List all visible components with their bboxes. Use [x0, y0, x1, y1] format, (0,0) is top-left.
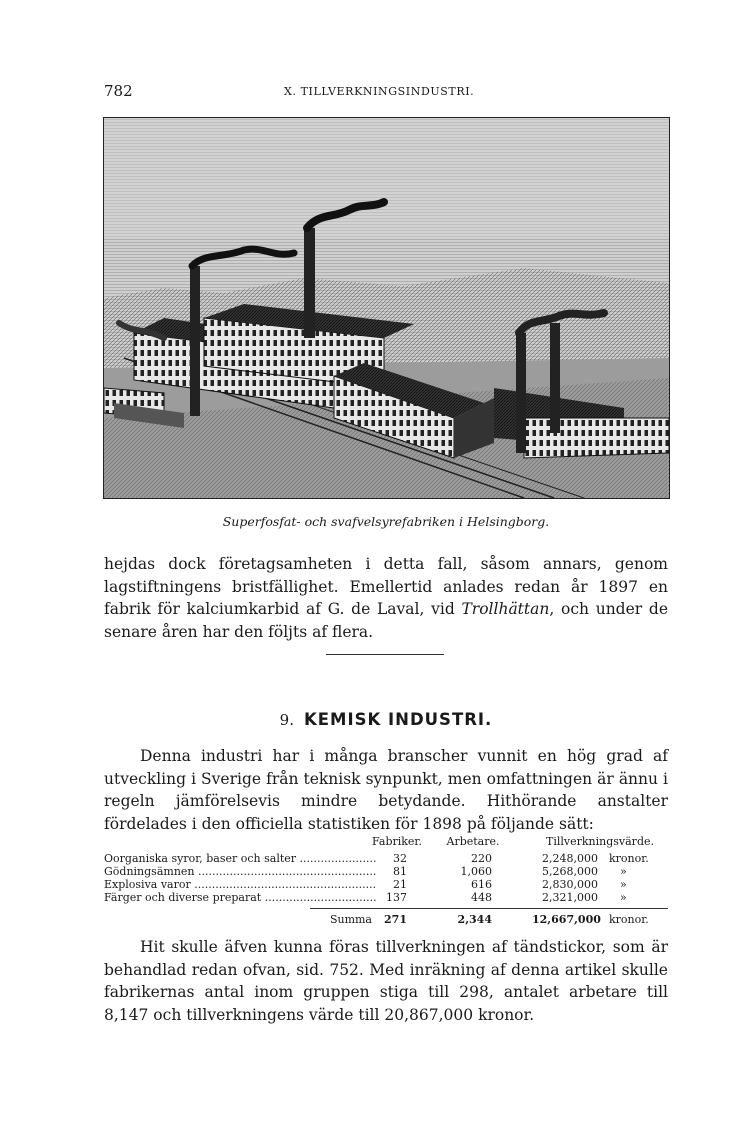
- table-cell-unit: »: [620, 865, 627, 878]
- summa-varde: 12,667,000: [532, 913, 601, 926]
- paragraph-2: Denna industri har i många branscher vunnit en hög grad af utveckling i Sverige från teknisk synpunkt, men omfattningen är ännu i regeln jämförelsevis mindre betydande. Hithörande anstalter fördelades i den officiella statistiken för 1898 på följande sätt:: [104, 747, 668, 833]
- table-cell-unit: kronor.: [609, 852, 649, 865]
- table-cell-arbetare: 448: [471, 891, 492, 904]
- factory-engraving: [103, 117, 670, 499]
- table-row-label: Färger och diverse preparat .....: [104, 891, 376, 904]
- header-arbetare: Arbetare.: [446, 835, 500, 848]
- page-header: [104, 82, 668, 102]
- table-cell-arbetare: 1,060: [460, 865, 492, 878]
- table-row-label: Explosiva varor .....: [104, 878, 376, 891]
- table-cell-varde: 5,268,000: [542, 865, 598, 878]
- summa-fabriker: 271: [384, 913, 407, 926]
- sum-rule: [310, 908, 668, 909]
- figure-caption: Superfosfat- och svafvelsyrefabriken i Helsingborg.: [222, 514, 550, 529]
- table-cell-arbetare: 616: [471, 878, 492, 891]
- section-divider: [326, 654, 444, 655]
- table-cell-varde: 2,321,000: [542, 891, 598, 904]
- table-cell-fabriker: 81: [393, 865, 407, 878]
- summa-arbetare: 2,344: [457, 913, 492, 926]
- section-number: 9.: [279, 711, 294, 729]
- table-cell-fabriker: 137: [386, 891, 407, 904]
- running-head: X. TILLVERKNINGSINDUSTRI.: [284, 85, 475, 98]
- summa-label: Summa: [329, 913, 372, 926]
- header-fabriker: Fabriker.: [372, 835, 422, 848]
- table-cell-unit: »: [620, 878, 627, 891]
- table-cell-fabriker: 32: [393, 852, 407, 865]
- paragraph-3: Hit skulle äfven kunna föras tillverkningen af tändstickor, som är behandlad redan ofvan, sid. 752. Med inräkning af denna artikel skulle fabrikernas antal inom gruppen stiga till 298, antalet arbetare till 8,147 och tillverkningens värde till 20,867,000 kronor.: [104, 938, 668, 1024]
- section-title: KEMISK INDUSTRI.: [303, 710, 493, 729]
- table-cell-varde: 2,830,000: [542, 878, 598, 891]
- header-tillverkningsvarde: Tillverkningsvärde.: [546, 835, 654, 848]
- summa-unit: kronor.: [609, 913, 649, 926]
- statistics-table: [104, 835, 668, 935]
- table-cell-unit: »: [620, 891, 627, 904]
- table-row-label: Oorganiska syror, baser och salter .....: [104, 852, 376, 865]
- page-number: 782: [104, 82, 133, 100]
- section-heading: [104, 710, 668, 729]
- table-cell-varde: 2,248,000: [542, 852, 598, 865]
- table-cell-arbetare: 220: [471, 852, 492, 865]
- paragraph-1: hejdas dock företagsamheten i detta fall, såsom annars, genom lagstiftningens bristfällighet. Emellertid anlades redan år 1897 en fabrik för kalciumkarbid af G. de Laval, vid Trollhättan, och under de senare åren har den följts af flera.: [104, 555, 668, 641]
- table-row-label: Gödningsämnen .....: [104, 865, 376, 878]
- table-cell-fabriker: 21: [393, 878, 407, 891]
- place-name-italic: Trollhättan: [461, 600, 550, 618]
